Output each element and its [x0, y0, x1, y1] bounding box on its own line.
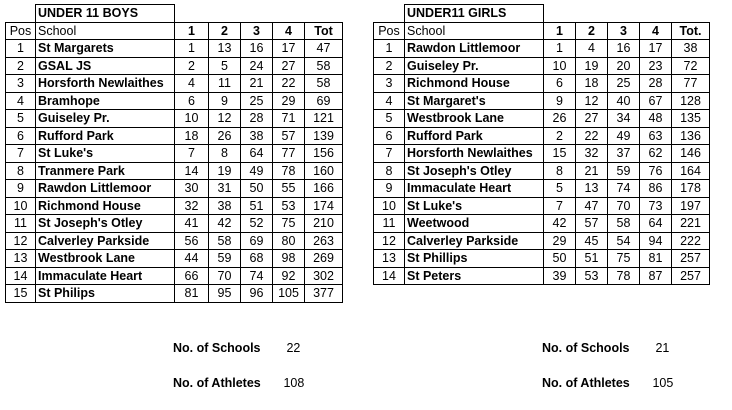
race1-cell: 10 — [175, 110, 209, 128]
race2-cell: 12 — [576, 92, 608, 110]
race2-cell: 38 — [209, 197, 241, 215]
school-name-cell: Rawdon Littlemoor — [405, 40, 544, 58]
race4-cell: 87 — [640, 267, 672, 285]
position-cell: 5 — [374, 110, 405, 128]
race4-cell: 28 — [640, 75, 672, 93]
race2-cell: 5 — [209, 57, 241, 75]
girls-schools-value: 21 — [655, 341, 670, 355]
table-row — [6, 267, 343, 285]
school-name-cell: Horsforth Newlaithes — [36, 75, 175, 93]
race1-cell: 44 — [175, 250, 209, 268]
race2-cell: 19 — [576, 57, 608, 75]
position-cell: 7 — [374, 145, 405, 163]
school-name-cell: St Peters — [405, 267, 544, 285]
race3-cell: 78 — [608, 267, 640, 285]
table-row — [6, 57, 343, 75]
blank-cell — [672, 5, 710, 23]
blank-cell — [209, 5, 241, 23]
boys-schools-value: 22 — [286, 341, 301, 355]
blank-cell — [6, 5, 36, 23]
school-name-cell: Guiseley Pr. — [36, 110, 175, 128]
race1-cell: 39 — [544, 267, 576, 285]
boys-column-header: 3 — [241, 22, 273, 40]
race4-cell: 94 — [640, 232, 672, 250]
blank-cell — [544, 5, 576, 23]
race1-cell: 7 — [544, 197, 576, 215]
school-name-cell: Rufford Park — [36, 127, 175, 145]
race2-cell: 22 — [576, 127, 608, 145]
race4-cell: 62 — [640, 145, 672, 163]
race3-cell: 50 — [241, 180, 273, 198]
race2-cell: 12 — [209, 110, 241, 128]
total-cell: 146 — [672, 145, 710, 163]
girls-results-table — [373, 4, 710, 285]
race2-cell: 27 — [576, 110, 608, 128]
table-row — [6, 127, 343, 145]
race1-cell: 1 — [544, 40, 576, 58]
race3-cell: 70 — [608, 197, 640, 215]
school-name-cell: Horsforth Newlaithes — [405, 145, 544, 163]
race2-cell: 47 — [576, 197, 608, 215]
race3-cell: 28 — [241, 110, 273, 128]
school-name-cell: Westbrook Lane — [36, 250, 175, 268]
race1-cell: 32 — [175, 197, 209, 215]
position-cell: 14 — [374, 267, 405, 285]
boys-column-header: 1 — [175, 22, 209, 40]
girls-column-header: Tot. — [672, 22, 710, 40]
race3-cell: 40 — [608, 92, 640, 110]
blank-cell — [305, 5, 343, 23]
race4-cell: 57 — [273, 127, 305, 145]
school-name-cell: Bramhope — [36, 92, 175, 110]
school-name-cell: St Joseph's Otley — [36, 215, 175, 233]
race2-cell: 59 — [209, 250, 241, 268]
race3-cell: 49 — [608, 127, 640, 145]
school-name-cell: St Joseph's Otley — [405, 162, 544, 180]
race1-cell: 4 — [175, 75, 209, 93]
school-name-cell: Guiseley Pr. — [405, 57, 544, 75]
total-cell: 263 — [305, 232, 343, 250]
race3-cell: 96 — [241, 285, 273, 303]
girls-schools-label: No. of Schools — [542, 341, 630, 355]
race4-cell: 22 — [273, 75, 305, 93]
total-cell: 58 — [305, 57, 343, 75]
position-cell: 7 — [6, 145, 36, 163]
race3-cell: 37 — [608, 145, 640, 163]
boys-athletes-label: No. of Athletes — [173, 376, 261, 390]
race4-cell: 98 — [273, 250, 305, 268]
race2-cell: 19 — [209, 162, 241, 180]
blank-cell — [273, 5, 305, 23]
total-cell: 197 — [672, 197, 710, 215]
total-cell: 221 — [672, 215, 710, 233]
boys-table-title: UNDER 11 BOYS — [36, 5, 175, 23]
school-name-cell: St Phillips — [405, 250, 544, 268]
school-name-cell: Calverley Parkside — [36, 232, 175, 250]
race1-cell: 10 — [544, 57, 576, 75]
race3-cell: 16 — [241, 40, 273, 58]
table-row — [6, 197, 343, 215]
race1-cell: 6 — [175, 92, 209, 110]
total-cell: 139 — [305, 127, 343, 145]
race1-cell: 2 — [544, 127, 576, 145]
table-row — [374, 57, 710, 75]
race4-cell: 78 — [273, 162, 305, 180]
total-cell: 156 — [305, 145, 343, 163]
blank-cell — [374, 5, 405, 23]
table-row — [374, 215, 710, 233]
girls-athletes-value: 105 — [652, 376, 674, 390]
race1-cell: 6 — [544, 75, 576, 93]
race3-cell: 24 — [241, 57, 273, 75]
race2-cell: 21 — [576, 162, 608, 180]
race3-cell: 59 — [608, 162, 640, 180]
race1-cell: 41 — [175, 215, 209, 233]
girls-schools-summary — [542, 341, 669, 355]
table-row — [6, 92, 343, 110]
school-name-cell: Calverley Parkside — [405, 232, 544, 250]
race3-cell: 49 — [241, 162, 273, 180]
blank-cell — [640, 5, 672, 23]
table-row — [6, 250, 343, 268]
school-name-cell: St Margarets — [36, 40, 175, 58]
boys-column-header: 4 — [273, 22, 305, 40]
race1-cell: 9 — [544, 92, 576, 110]
race4-cell: 86 — [640, 180, 672, 198]
position-cell: 12 — [6, 232, 36, 250]
girls-column-header: School — [405, 22, 544, 40]
position-cell: 9 — [6, 180, 36, 198]
boys-title-row — [6, 5, 343, 23]
table-row — [6, 162, 343, 180]
race1-cell: 26 — [544, 110, 576, 128]
race3-cell: 52 — [241, 215, 273, 233]
table-row — [6, 40, 343, 58]
table-row — [374, 197, 710, 215]
race1-cell: 42 — [544, 215, 576, 233]
race4-cell: 71 — [273, 110, 305, 128]
race4-cell: 48 — [640, 110, 672, 128]
position-cell: 10 — [374, 197, 405, 215]
total-cell: 257 — [672, 250, 710, 268]
girls-header-row — [374, 22, 710, 40]
race4-cell: 63 — [640, 127, 672, 145]
girls-column-header: 4 — [640, 22, 672, 40]
total-cell: 210 — [305, 215, 343, 233]
race3-cell: 58 — [608, 215, 640, 233]
school-name-cell: Rawdon Littlemoor — [36, 180, 175, 198]
school-name-cell: Weetwood — [405, 215, 544, 233]
position-cell: 2 — [374, 57, 405, 75]
race1-cell: 1 — [175, 40, 209, 58]
school-name-cell: St Margaret's — [405, 92, 544, 110]
race3-cell: 38 — [241, 127, 273, 145]
table-row — [6, 232, 343, 250]
girls-column-header: 2 — [576, 22, 608, 40]
boys-column-header: School — [36, 22, 175, 40]
position-cell: 1 — [374, 40, 405, 58]
table-row — [374, 180, 710, 198]
table-row — [6, 180, 343, 198]
school-name-cell: St Philips — [36, 285, 175, 303]
girls-athletes-summary — [542, 376, 673, 390]
race3-cell: 74 — [608, 180, 640, 198]
race2-cell: 45 — [576, 232, 608, 250]
table-row — [374, 162, 710, 180]
position-cell: 2 — [6, 57, 36, 75]
race1-cell: 8 — [544, 162, 576, 180]
school-name-cell: Immaculate Heart — [36, 267, 175, 285]
race1-cell: 2 — [175, 57, 209, 75]
school-name-cell: GSAL JS — [36, 57, 175, 75]
position-cell: 9 — [374, 180, 405, 198]
race4-cell: 81 — [640, 250, 672, 268]
total-cell: 77 — [672, 75, 710, 93]
total-cell: 377 — [305, 285, 343, 303]
boys-schools-label: No. of Schools — [173, 341, 261, 355]
race1-cell: 66 — [175, 267, 209, 285]
total-cell: 166 — [305, 180, 343, 198]
boys-header-row — [6, 22, 343, 40]
girls-column-header: Pos — [374, 22, 405, 40]
race4-cell: 73 — [640, 197, 672, 215]
total-cell: 72 — [672, 57, 710, 75]
position-cell: 5 — [6, 110, 36, 128]
total-cell: 136 — [672, 127, 710, 145]
race2-cell: 13 — [209, 40, 241, 58]
boys-athletes-summary — [173, 376, 304, 390]
race1-cell: 56 — [175, 232, 209, 250]
position-cell: 3 — [6, 75, 36, 93]
race4-cell: 75 — [273, 215, 305, 233]
race3-cell: 68 — [241, 250, 273, 268]
race4-cell: 67 — [640, 92, 672, 110]
boys-column-header: 2 — [209, 22, 241, 40]
race3-cell: 64 — [241, 145, 273, 163]
table-row — [6, 285, 343, 303]
girls-athletes-label: No. of Athletes — [542, 376, 630, 390]
total-cell: 178 — [672, 180, 710, 198]
girls-title-row — [374, 5, 710, 23]
total-cell: 269 — [305, 250, 343, 268]
table-row — [374, 75, 710, 93]
position-cell: 6 — [374, 127, 405, 145]
table-row — [6, 75, 343, 93]
race4-cell: 105 — [273, 285, 305, 303]
race3-cell: 21 — [241, 75, 273, 93]
race4-cell: 77 — [273, 145, 305, 163]
race2-cell: 8 — [209, 145, 241, 163]
position-cell: 6 — [6, 127, 36, 145]
total-cell: 135 — [672, 110, 710, 128]
race1-cell: 29 — [544, 232, 576, 250]
position-cell: 3 — [374, 75, 405, 93]
race4-cell: 29 — [273, 92, 305, 110]
race3-cell: 20 — [608, 57, 640, 75]
race4-cell: 80 — [273, 232, 305, 250]
girls-column-header: 3 — [608, 22, 640, 40]
boys-schools-summary — [173, 341, 300, 355]
race4-cell: 53 — [273, 197, 305, 215]
race4-cell: 23 — [640, 57, 672, 75]
race3-cell: 69 — [241, 232, 273, 250]
position-cell: 13 — [6, 250, 36, 268]
table-row — [374, 92, 710, 110]
total-cell: 164 — [672, 162, 710, 180]
total-cell: 47 — [305, 40, 343, 58]
school-name-cell: Rufford Park — [405, 127, 544, 145]
table-row — [6, 215, 343, 233]
girls-table-title: UNDER11 GIRLS — [405, 5, 544, 23]
race4-cell: 64 — [640, 215, 672, 233]
table-row — [374, 145, 710, 163]
race4-cell: 17 — [273, 40, 305, 58]
school-name-cell: Westbrook Lane — [405, 110, 544, 128]
race2-cell: 95 — [209, 285, 241, 303]
position-cell: 12 — [374, 232, 405, 250]
table-row — [6, 110, 343, 128]
position-cell: 1 — [6, 40, 36, 58]
position-cell: 8 — [374, 162, 405, 180]
race1-cell: 14 — [175, 162, 209, 180]
race4-cell: 55 — [273, 180, 305, 198]
race2-cell: 51 — [576, 250, 608, 268]
race2-cell: 42 — [209, 215, 241, 233]
total-cell: 222 — [672, 232, 710, 250]
table-row — [374, 232, 710, 250]
race1-cell: 18 — [175, 127, 209, 145]
race3-cell: 54 — [608, 232, 640, 250]
race2-cell: 57 — [576, 215, 608, 233]
position-cell: 14 — [6, 267, 36, 285]
race1-cell: 30 — [175, 180, 209, 198]
race2-cell: 26 — [209, 127, 241, 145]
table-row — [6, 145, 343, 163]
blank-cell — [175, 5, 209, 23]
blank-cell — [241, 5, 273, 23]
race2-cell: 32 — [576, 145, 608, 163]
total-cell: 174 — [305, 197, 343, 215]
race2-cell: 53 — [576, 267, 608, 285]
race2-cell: 70 — [209, 267, 241, 285]
girls-column-header: 1 — [544, 22, 576, 40]
blank-cell — [576, 5, 608, 23]
race3-cell: 74 — [241, 267, 273, 285]
race3-cell: 34 — [608, 110, 640, 128]
position-cell: 11 — [374, 215, 405, 233]
total-cell: 302 — [305, 267, 343, 285]
boys-results-table — [5, 4, 343, 303]
race3-cell: 25 — [608, 75, 640, 93]
position-cell: 8 — [6, 162, 36, 180]
position-cell: 10 — [6, 197, 36, 215]
race1-cell: 7 — [175, 145, 209, 163]
blank-cell — [608, 5, 640, 23]
table-row — [374, 40, 710, 58]
race1-cell: 15 — [544, 145, 576, 163]
position-cell: 13 — [374, 250, 405, 268]
race4-cell: 17 — [640, 40, 672, 58]
total-cell: 257 — [672, 267, 710, 285]
race4-cell: 27 — [273, 57, 305, 75]
position-cell: 4 — [6, 92, 36, 110]
school-name-cell: St Luke's — [405, 197, 544, 215]
total-cell: 128 — [672, 92, 710, 110]
race2-cell: 9 — [209, 92, 241, 110]
race2-cell: 11 — [209, 75, 241, 93]
race3-cell: 51 — [241, 197, 273, 215]
race2-cell: 18 — [576, 75, 608, 93]
table-row — [374, 110, 710, 128]
race4-cell: 92 — [273, 267, 305, 285]
race2-cell: 13 — [576, 180, 608, 198]
table-row — [374, 127, 710, 145]
boys-athletes-value: 108 — [283, 376, 305, 390]
total-cell: 121 — [305, 110, 343, 128]
position-cell: 15 — [6, 285, 36, 303]
race4-cell: 76 — [640, 162, 672, 180]
position-cell: 11 — [6, 215, 36, 233]
race3-cell: 25 — [241, 92, 273, 110]
race2-cell: 4 — [576, 40, 608, 58]
school-name-cell: Richmond House — [36, 197, 175, 215]
table-row — [374, 267, 710, 285]
table-row — [374, 250, 710, 268]
total-cell: 58 — [305, 75, 343, 93]
boys-column-header: Pos — [6, 22, 36, 40]
school-name-cell: St Luke's — [36, 145, 175, 163]
race1-cell: 50 — [544, 250, 576, 268]
race1-cell: 81 — [175, 285, 209, 303]
total-cell: 38 — [672, 40, 710, 58]
race2-cell: 31 — [209, 180, 241, 198]
school-name-cell: Tranmere Park — [36, 162, 175, 180]
boys-column-header: Tot — [305, 22, 343, 40]
total-cell: 69 — [305, 92, 343, 110]
race3-cell: 16 — [608, 40, 640, 58]
race1-cell: 5 — [544, 180, 576, 198]
race3-cell: 75 — [608, 250, 640, 268]
position-cell: 4 — [374, 92, 405, 110]
total-cell: 160 — [305, 162, 343, 180]
school-name-cell: Richmond House — [405, 75, 544, 93]
race2-cell: 58 — [209, 232, 241, 250]
school-name-cell: Immaculate Heart — [405, 180, 544, 198]
